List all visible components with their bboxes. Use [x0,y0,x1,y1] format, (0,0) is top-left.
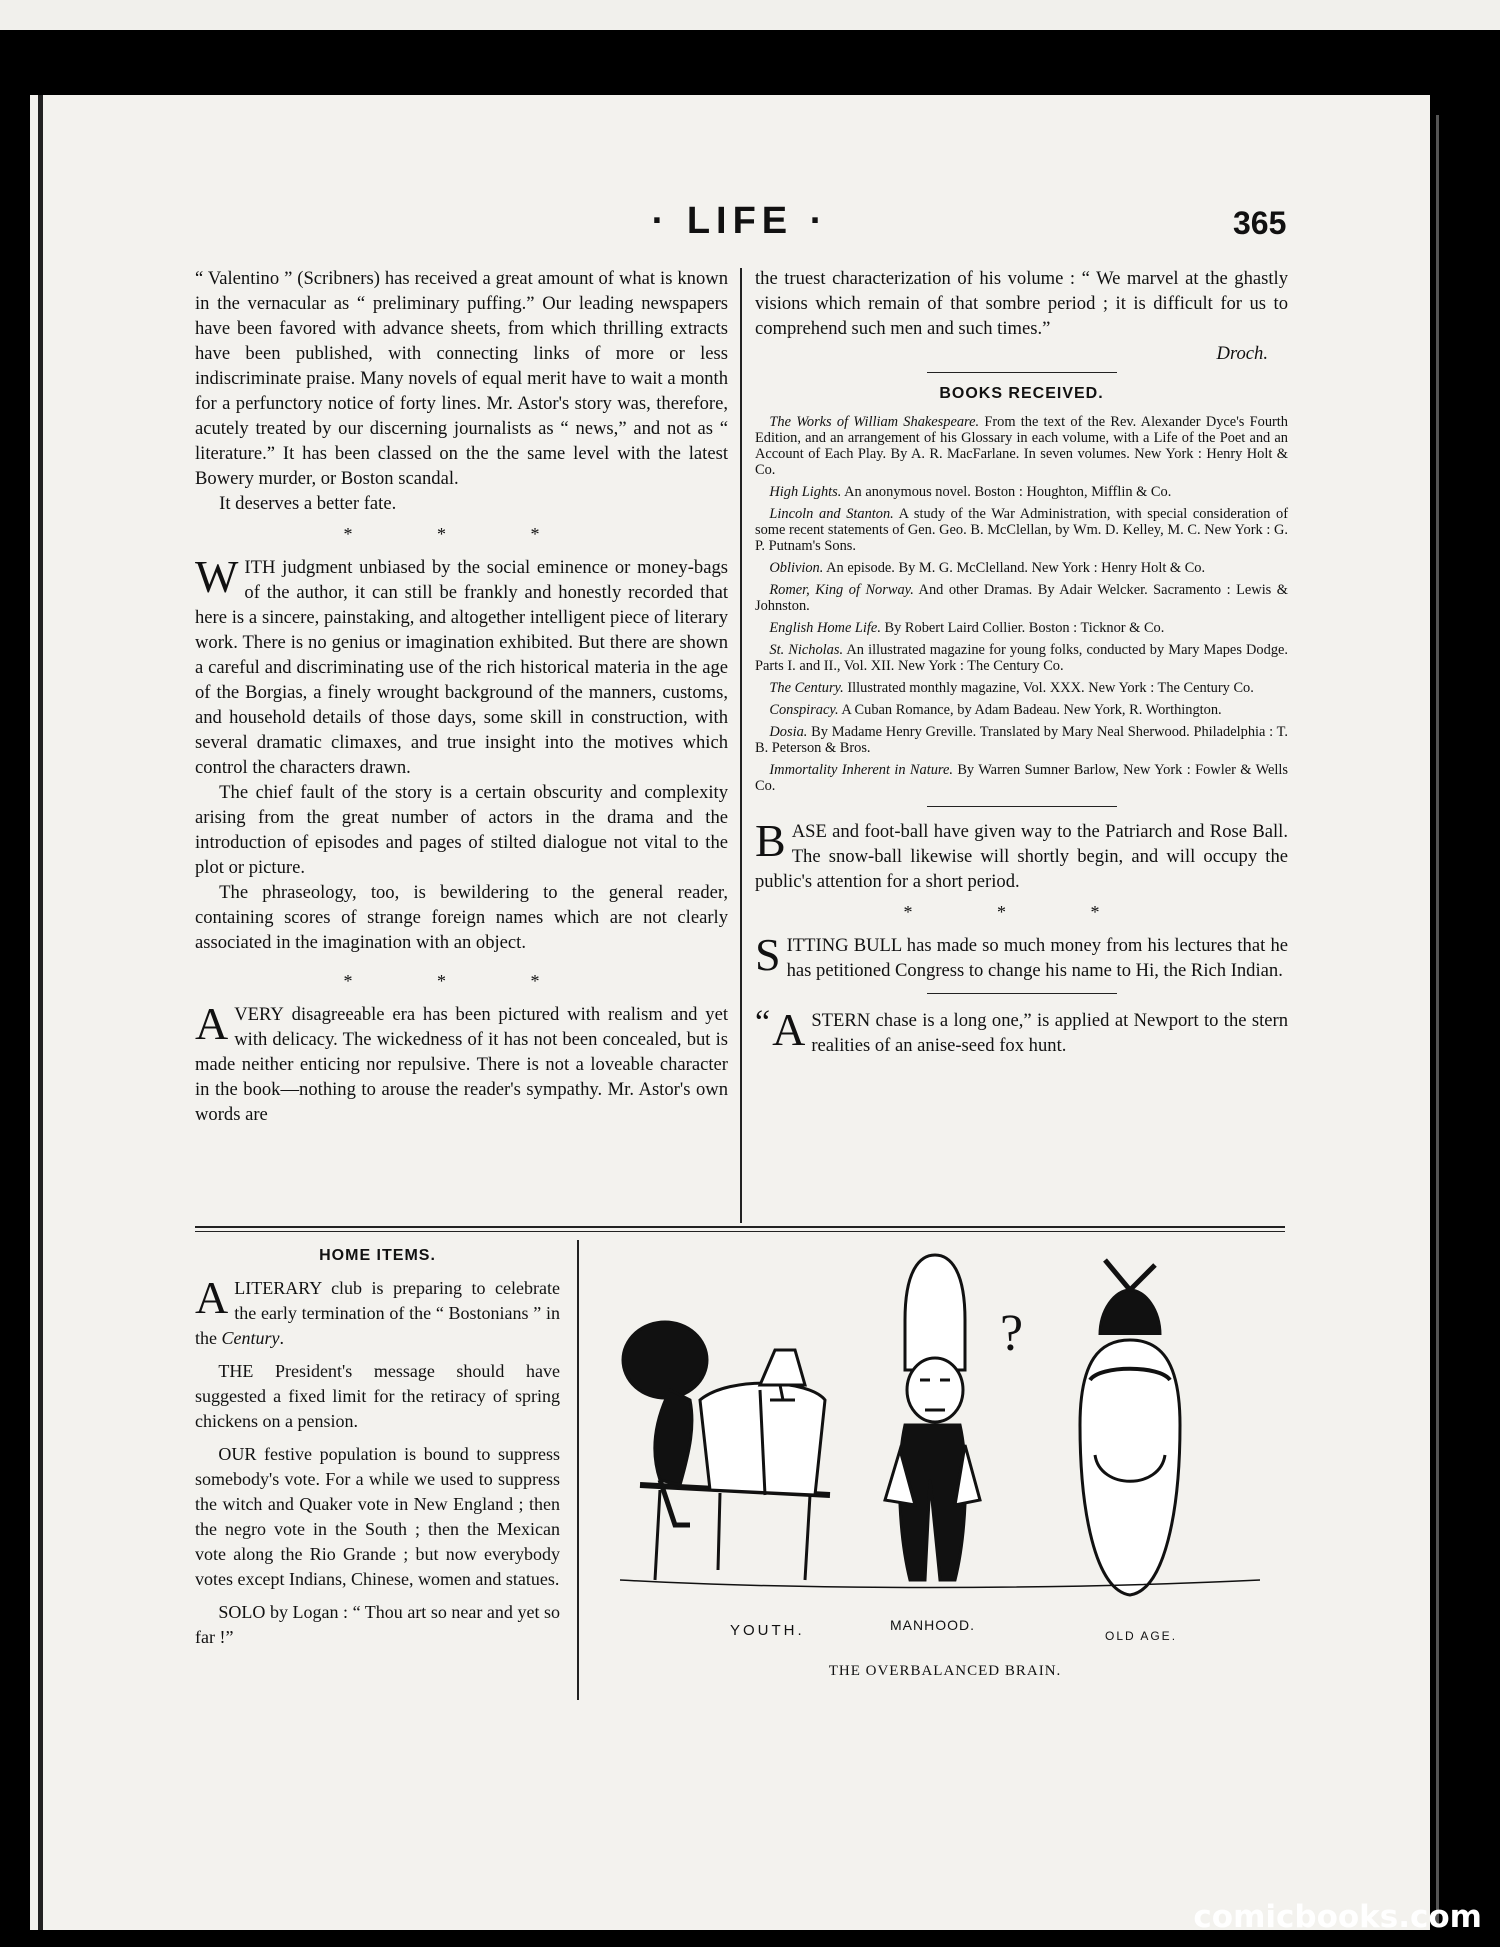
drop-cap: A [772,1004,806,1055]
signature: Droch. [1216,343,1268,364]
section-stars: * * * [903,902,1140,922]
book-entry: Dosia. By Madame Henry Greville. Translated by Mary Neal Sherwood. Philadelphia : T. B. Peterson & Bros. [755,724,1288,756]
books-received-list [755,414,1288,794]
watermark: comicbooks.com [1193,1899,1482,1935]
drop-cap: A [195,1272,229,1323]
book-entry: English Home Life. By Robert Laird Collier. Boston : Ticknor & Co. [769,620,1165,636]
base-ball-paragraph: BASE and foot-ball have given way to the Patriarch and Rose Ball. The snow-ball likewise will shortly begin, and will occupy the public's attention for a short period. [755,815,1288,892]
president-item: THE President's message should have suggested a fixed limit for the retiracy of spring chickens on a pension. [195,1361,560,1431]
label-youth: YOUTH. [730,1622,805,1639]
phraseology-paragraph: The phraseology, too, is bewildering to the general reader, containing scores of strange foreign names which are not clearly associated in the imagination with an object. [195,882,728,953]
right-column [755,266,1288,1058]
solo-item: SOLO by Logan : “ Thou art so near and yet so far !” [195,1602,560,1647]
book-entry: The Works of William Shakespeare. From the text of the Rev. Alexander Dyce's Fourth Edition, and an arrangement of his Glossary in each volume, with a Life of the Poet and an Account of Each Play. By A. R. MacFarlane. In seven volumes. New York : Henry Holt & Co. [755,414,1288,478]
manhood-figure [885,1255,980,1580]
droch-continuation: the truest characterization of his volume : “ We marvel at the ghastly visions which remain of that sombre period ; it is difficult for us to comprehend such men and such times.” [755,268,1288,339]
section-stars: * * * [343,524,580,544]
question-mark: ? [1000,1305,1024,1362]
home-items-heading: HOME ITEMS. [319,1247,436,1264]
drop-cap: W [195,551,239,602]
youth-figure [623,1322,830,1580]
cartoon-caption: THE OVERBALANCED BRAIN. [828,1663,1062,1679]
cartoon-divider [577,1240,579,1700]
previous-page-strip [0,0,1500,30]
sitting-bull-paragraph: SITTING BULL has made so much money from his lectures that he has petitioned Congress to change his name to Hi, the Rich Indian. [755,929,1288,981]
population-item: OUR festive population is bound to suppress somebody's vote. For a while we used to suppress the witch and Quaker vote in New England ; then the negro vote in the South ; then the Mexican vote along the Rio Grande ; but now everybody votes except Indians, Chinese, women and statues. [195,1444,560,1589]
literary-club-item: A LITERARY club is preparing to celebrate the early termination of the “ Bostonians ” in the Century. [195,1272,560,1348]
masthead: · LIFE · [651,200,829,242]
book-entry: The Century. Illustrated monthly magazine, Vol. XXX. New York : The Century Co. [769,680,1254,696]
book-entry: Oblivion. An episode. By M. G. McClelland. New York : Henry Holt & Co. [769,560,1206,576]
drop-cap: A [195,998,229,1049]
very-disagreeable-paragraph: AVERY disagreeable era has been pictured with realism and yet with delicacy. The wickedness of it has not been concealed, but is made neither enticing nor repulsive. There is not a loveable character in the book—nothing to arouse the reader's sympathy. Mr. Astor's own words are [195,998,728,1125]
section-rule [195,1226,1285,1228]
drop-cap: B [755,815,786,866]
section-rule [195,1231,1285,1232]
home-items-column [195,1243,560,1650]
column-divider [740,268,742,1223]
stern-chase-paragraph: “ A STERN chase is a long one,” is applied at Newport to the stern realities of an anise-seed fox hunt. [755,1004,1288,1056]
short-rule [927,372,1117,373]
book-entry: St. Nicholas. An illustrated magazine for young folks, conducted by Mary Mapes Dodge. Parts I. and II., Vol. XII. New York : The Century Co. [755,642,1289,674]
with-judgment-paragraph: WITH judgment unbiased by the social eminence or money-bags of the author, it can still be frankly and honestly recorded that here is a sincere, painstaking, and altogether intelligent piece of literary work. There is no genius or imagination exhibited. But there are shown a careful and discriminating use of the rich historical materia in the age of the Borgias, a finely wrought background of the manners, customs, and household details of those days, some skill in construction, with several dramatic climaxes, and true insight into the motives which control the characters drawn. [195,551,728,778]
drop-cap: S [755,929,781,980]
cartoon-illustration [600,1250,1290,1660]
page-number: 365 [1233,205,1287,241]
label-old-age: OLD AGE. [1105,1629,1178,1643]
book-entry: High Lights. An anonymous novel. Boston : Houghton, Mifflin & Co. [769,484,1172,500]
short-rule [927,806,1117,807]
book-entry: Lincoln and Stanton. A study of the War Administration, with special consideration of some recent statements of Gen. Geo. B. McClellan, by Wm. D. Kelley, M. C. New York : G. P. Putnam's Sons. [755,506,1289,554]
books-received-heading: BOOKS RECEIVED. [939,385,1104,402]
valentino-paragraph: “ Valentino ” (Scribners) has received a great amount of what is known in the vernacular as “ preliminary puffing.” Our leading newspapers have been favored with advance sheets, from which thrilling extracts have been published, with connecting links of more or less indiscriminate praise. Many novels of equal merit have to wait a month for a perfunctory notice of forty lines. Mr. Astor's story was, therefore, acutely treated by our discerning journalists as “ news,” and not as “ literature.” It has been classed on the the same level with the latest Bowery murder, or Boston scandal. [195,268,728,489]
left-column [195,266,728,1127]
book-entry: Romer, King of Norway. And other Dramas. By Adair Welcker. Sacramento : Lewis & Johnston. [755,582,1288,614]
page-left-edge [38,95,43,1930]
page-right-edge [1436,115,1439,1925]
book-entry: Conspiracy. A Cuban Romance, by Adam Badeau. New York, R. Worthington. [769,702,1222,718]
short-rule [927,993,1117,994]
section-stars: * * * [343,971,580,991]
better-fate-line: It deserves a better fate. [219,493,397,514]
label-manhood: MANHOOD. [890,1617,975,1633]
book-entry: Immortality Inherent in Nature. By Warren Sumner Barlow, New York : Fowler & Wells Co. [755,762,1288,794]
chief-fault-paragraph: The chief fault of the story is a certain obscurity and complexity arising from the great number of actors in the drama and the introduction of episodes and pages of stilted dialogue not vital to the plot or picture. [195,782,728,878]
old-age-figure [1080,1260,1180,1595]
